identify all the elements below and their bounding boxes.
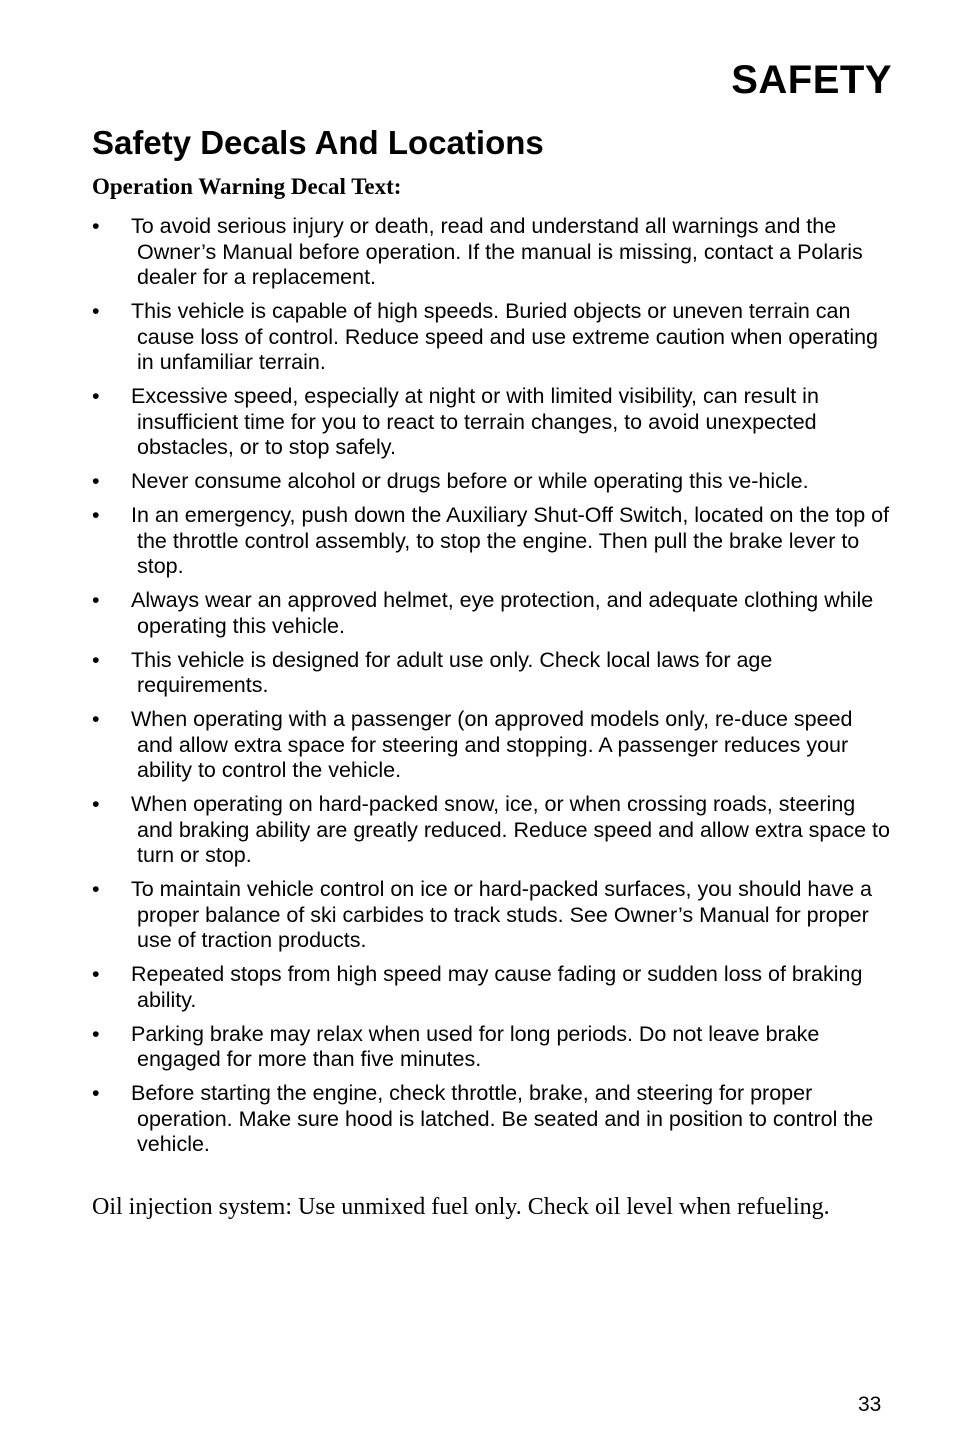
warning-text: Never consume alcohol or drugs before or while operating this ve-hicle. [131,469,809,493]
bullet-icon: • [92,1021,100,1046]
warning-item [92,503,892,580]
warning-item [92,962,892,1013]
warning-item [92,792,892,869]
bullet-icon: • [92,707,100,731]
warning-item [92,469,892,495]
warning-item [92,588,892,639]
oil-injection-note: Oil injection system: Use unmixed fuel only. Check oil level when refueling. [92,1194,830,1220]
page-number: 33 [858,1393,882,1416]
warning-text: When operating on hard-packed snow, ice, or when crossing roads, steering and braking ability are greatly reduced. Reduce speed and allow extra space to turn or stop. [131,792,890,867]
warning-item [92,707,892,784]
bullet-icon: • [92,469,100,493]
warning-text: Always wear an approved helmet, eye protection, and adequate clothing while operating this vehicle. [131,588,874,638]
warning-text: Parking brake may relax when used for long periods. Do not leave brake engaged for more than five minutes. [131,1021,820,1071]
section-title: Safety Decals And Locations [92,124,544,161]
warning-item [92,384,892,461]
warning-text: This vehicle is designed for adult use only. Check local laws for age requirements. [131,647,773,697]
warning-text: To maintain vehicle control on ice or hard-packed surfaces, you should have a proper balance of ski carbides to track studs. See Owner’s Manual for proper use of traction products. [131,877,872,952]
bullet-icon: • [92,214,100,238]
bullet-icon: • [92,1081,100,1105]
chapter-title: SAFETY [731,58,892,102]
bullet-icon: • [92,962,100,986]
warning-text: Repeated stops from high speed may cause fading or sudden loss of braking ability. [131,962,863,1012]
warning-list [92,214,892,1166]
bullet-icon: • [92,503,100,527]
decal-text-heading: Operation Warning Decal Text: [92,174,402,199]
bullet-icon: • [92,647,100,672]
warning-text: In an emergency, push down the Auxiliary Shut-Off Switch, located on the top of the throttle control assembly, to stop the engine. Then pull the brake lever to stop. [131,503,890,578]
bullet-icon: • [92,877,100,901]
bullet-icon: • [92,588,100,612]
warning-item [92,1022,892,1073]
warning-text: Before starting the engine, check throttle, brake, and steering for proper operation. Make sure hood is latched. Be seated and in position to control the vehicle. [131,1081,874,1156]
warning-text: This vehicle is capable of high speeds. Buried objects or uneven terrain can cause loss of control. Reduce speed and use extreme caution when operating in unfamiliar terrain. [131,299,879,374]
warning-item [92,877,892,954]
warning-text: Excessive speed, especially at night or with limited visibility, can result in insufficient time for you to react to terrain changes, to avoid unexpected obstacles, or to stop safely. [131,384,819,459]
bullet-icon: • [92,384,100,408]
warning-item [92,299,892,376]
warning-item [92,214,892,291]
warning-item [92,1081,892,1158]
bullet-icon: • [92,792,100,816]
warning-item [92,648,892,699]
warning-text: To avoid serious injury or death, read and understand all warnings and the Owner’s Manual before operation. If the manual is missing, contact a Polaris dealer for a replacement. [131,214,863,289]
bullet-icon: • [92,299,100,323]
warning-text: When operating with a passenger (on approved models only, re-duce speed and allow extra space for steering and stopping. A passenger reduces your ability to control the vehicle. [131,707,853,782]
